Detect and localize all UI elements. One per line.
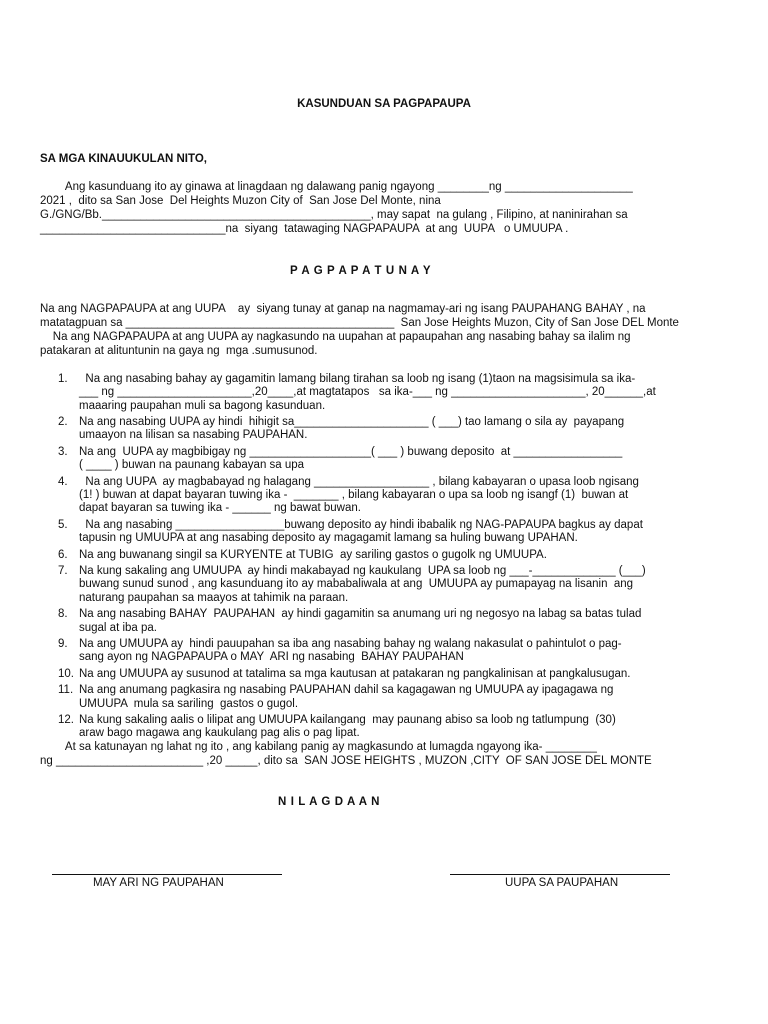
- clause-number: 6.: [58, 548, 68, 561]
- signature-line-owner: [52, 874, 282, 875]
- clause-text-line: Na ang nasabing _________________buwang deposito ay hindi ibabalik ng NAG-PAPAUPA bagkus ay dapat: [79, 518, 643, 531]
- clause-number: 9.: [58, 638, 68, 650]
- clause-text-line: naturang paupahan sa maayos at tahimik na paraan.: [79, 591, 349, 604]
- clause-number: 4.: [58, 475, 68, 488]
- clause-text-line: dapat bayaran sa tuwing ika - ______ ng bawat buwan.: [79, 502, 361, 515]
- closing-line: At sa katunayan ng lahat ng ito , ang kabilang panig ay magkasundo at lumagda ngayong ika- ________: [40, 741, 597, 753]
- clause-text-line: sugal at iba pa.: [79, 621, 158, 634]
- intro-line: Ang kasunduang ito ay ginawa at linagdaan ng dalawang panig ngayong ________ng ____________________: [40, 181, 633, 193]
- salutation: SA MGA KINAUUKULAN NITO,: [40, 153, 207, 165]
- clause-text-line: araw bago magawa ang kaukulang pag alis o pag lipat.: [79, 727, 360, 740]
- signature-heading: N I L A G D A A N: [278, 796, 380, 808]
- clause-text-line: ( ____ ) buwan na paunang kabayan sa upa: [79, 459, 305, 472]
- clause-text-line: Na ang UMUUPA ay hindi pauupahan sa iba ang nasabing bahay ng walang nakasulat o pahintulot o pag-: [79, 638, 622, 650]
- clause-number: 10.: [58, 667, 74, 680]
- clause-text-line: Na ang nasabing bahay ay gagamitin lamang bilang tirahan sa loob ng isang (1)taon na magsisimula sa ika-: [79, 373, 636, 385]
- preamble-line: Na ang NAGPAPAUPA at ang UUPA ay nagkasundo na uupahan at papaupahan ang nasabing bahay sa ilalim ng: [40, 331, 631, 343]
- clause-text-line: tapusin ng UMUUPA at ang nasabing deposito ay magagamit lamang sa huling buwang UPAHAN.: [79, 532, 578, 545]
- clause-text-line: Na ang nasabing UUPA ay hindi hihigit sa_____________________ ( ___) tao lamang o sila ay payapang: [79, 416, 625, 429]
- signature-label-tenant: UUPA SA PAUPAHAN: [505, 877, 619, 889]
- clause-text-line: Na ang UMUUPA ay susunod at tatalima sa mga kautusan at patakaran ng pangkalinisan at pangkalusugan.: [79, 667, 631, 680]
- clause-number: 3.: [58, 445, 68, 458]
- clause-text-line: UMUUPA mula sa sariling gastos o gugol.: [79, 697, 299, 710]
- clause-text-line: buwang sunud sunod , ang kasunduang ito ay mababaliwala at ang UMUUPA ay pumapayag na lisanin ang: [79, 578, 634, 591]
- clause-number: 7.: [58, 565, 68, 578]
- clause-number: 12.: [58, 714, 74, 727]
- preamble-line: patakaran at alituntunin na gaya ng mga .sumusunod.: [40, 345, 318, 357]
- intro-line: 2021 , dito sa San Jose Del Heights Muzon City of San Jose Del Monte, nina: [40, 195, 441, 207]
- clause-text-line: (1! ) buwan at dapat bayaran tuwing ika - _______ , bilang kabayaran o upa sa loob ng isangf (1) buwan at: [79, 489, 629, 501]
- intro-line: _____________________________na siyang tatawaging NAGPAPAUPA at ang UUPA o UMUUPA .: [40, 223, 569, 235]
- preamble-line: matatagpuan sa __________________________________________ San Jose Heights Muzon, City of San Jose DEL Monte: [40, 317, 679, 329]
- clause-number: 5.: [58, 518, 68, 531]
- clause-number: 2.: [58, 416, 68, 429]
- clause-number: 11.: [58, 684, 74, 697]
- clause-text-line: Na ang nasabing BAHAY PAUPAHAN ay hindi gagamitin sa anumang uri ng negosyo na labag sa batas tulad: [79, 608, 642, 621]
- closing-line: ng _______________________ ,20 _____, dito sa SAN JOSE HEIGHTS , MUZON ,CITY OF SAN JOSE DEL MONTE: [40, 755, 652, 767]
- signature-line-tenant: [450, 874, 670, 875]
- clause-text-line: Na kung sakaling aalis o lilipat ang UMUUPA kailangang may paunang abiso sa loob ng tatlumpung (30): [79, 714, 616, 727]
- clause-text-line: maaaring paupahan muli sa bagong kasunduan.: [79, 399, 326, 412]
- clause-text-line: Na ang buwanang singil sa KURYENTE at TUBIG ay sariling gastos o gugolk ng UMUUPA.: [79, 548, 547, 561]
- clause-number: 8.: [58, 608, 68, 621]
- clause-text-line: sang ayon ng NAGPAPAUPA o MAY ARI ng nasabing BAHAY PAUPAHAN: [79, 651, 464, 664]
- clause-text-line: Na ang anumang pagkasira ng nasabing PAUPAHAN dahil sa kagagawan ng UMUUPA ay ipagagawa ng: [79, 684, 614, 697]
- clause-text-line: Na kung sakaling ang UMUUPA ay hindi makabayad ng kaukulang UPA sa loob ng ___-_____________ (___): [79, 565, 646, 578]
- signature-label-owner: MAY ARI NG PAUPAHAN: [93, 877, 224, 889]
- clause-text-line: Na ang UUPA ay magbabayad ng halagang __________________ , bilang kabayaran o upasa loob ngisang: [79, 475, 639, 488]
- preamble-line: Na ang NAGPAPAUPA at ang UUPA ay siyang tunay at ganap na nagmamay-ari ng isang PAUPAHANG BAHAY , na: [40, 303, 646, 315]
- section-heading: P A G P A P A T U N A Y: [290, 265, 432, 277]
- clause-text-line: Na ang UUPA ay magbibigay ng ___________________( ___ ) buwang deposito at _________________: [79, 445, 623, 458]
- clause-text-line: ___ ng _____________________,20____,at magtatapos sa ika-___ ng _____________________, 20______,at: [79, 386, 656, 399]
- intro-line: G./GNG/Bb.__________________________________________, may sapat na gulang , Filipino, at naninirahan sa: [40, 209, 628, 221]
- document-title: KASUNDUAN SA PAGPAPAUPA: [297, 98, 471, 110]
- clause-text-line: umaayon na lilisan sa nasabing PAUPAHAN.: [79, 429, 308, 442]
- clause-number: 1.: [58, 373, 68, 385]
